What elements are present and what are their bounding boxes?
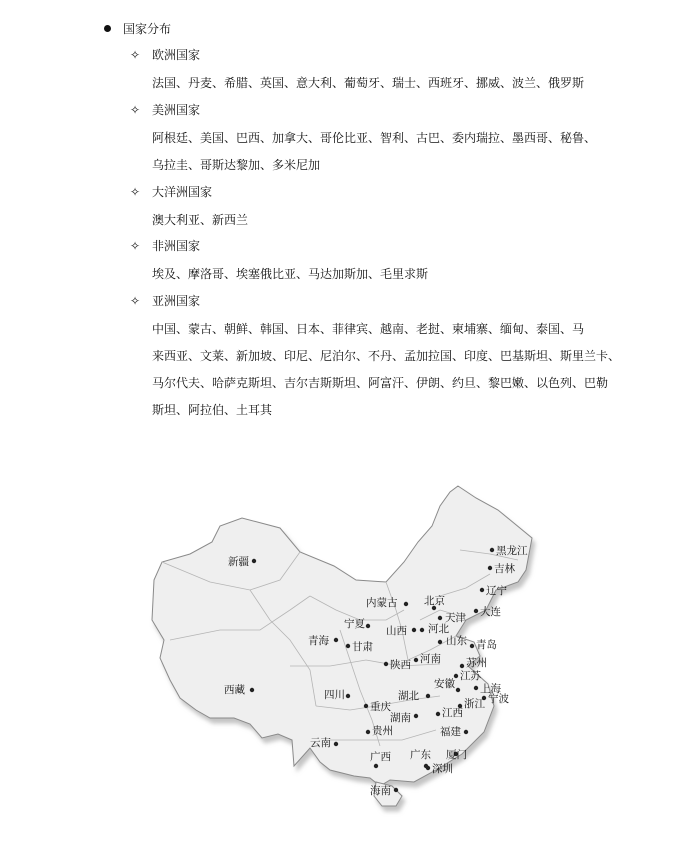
label-beijing: 北京 bbox=[424, 595, 445, 607]
label-shanghai: 上海 bbox=[480, 683, 501, 695]
label-neimenggu: 内蒙古 bbox=[366, 597, 398, 609]
label-hunan: 湖南 bbox=[390, 712, 411, 724]
diamond-bullet-icon: ✧ bbox=[129, 102, 141, 117]
section-line: 澳大利亚、新西兰 bbox=[152, 213, 249, 227]
heading-row bbox=[104, 20, 171, 37]
label-suzhou: 苏州 bbox=[466, 657, 487, 669]
diamond-bullet-icon: ✧ bbox=[129, 238, 141, 253]
label-liaoning: 辽宁 bbox=[486, 585, 507, 597]
section-line: 马尔代夫、哈萨克斯坦、吉尔吉斯斯坦、阿富汗、伊朗、约旦、黎巴嫩、以色列、巴勒 bbox=[152, 376, 609, 390]
section-europe bbox=[128, 46, 200, 63]
map-outline bbox=[152, 486, 532, 806]
label-ningxia: 宁夏 bbox=[344, 618, 365, 630]
label-sichuan: 四川 bbox=[324, 689, 345, 701]
heading: 国家分布 bbox=[123, 22, 172, 36]
label-jilin: 吉林 bbox=[494, 563, 515, 575]
section-line: 乌拉圭、哥斯达黎加、多米尼加 bbox=[152, 158, 321, 172]
label-qinghai: 青海 bbox=[308, 635, 329, 647]
label-ningbo: 宁波 bbox=[488, 693, 509, 705]
section-title: 大洋洲国家 bbox=[152, 185, 213, 199]
section-line: 来西亚、文莱、新加坡、印尼、尼泊尔、不丹、孟加拉国、印度、巴基斯坦、斯里兰卡、 bbox=[152, 349, 621, 363]
label-dalian: 大连 bbox=[480, 606, 501, 618]
section-title: 美洲国家 bbox=[152, 103, 201, 117]
label-heilongjiang: 黑龙江 bbox=[496, 545, 528, 557]
china-map bbox=[140, 470, 540, 820]
section-americas bbox=[128, 101, 200, 118]
label-fujian: 福建 bbox=[440, 726, 461, 738]
label-yunnan: 云南 bbox=[310, 737, 331, 749]
label-hubei: 湖北 bbox=[398, 690, 419, 702]
label-anhui: 安徽 bbox=[434, 678, 455, 690]
label-chongqing: 重庆 bbox=[370, 701, 391, 713]
section-line: 埃及、摩洛哥、埃塞俄比亚、马达加斯加、毛里求斯 bbox=[152, 267, 429, 281]
label-guangxi: 广西 bbox=[370, 751, 391, 763]
label-shenzhen: 深圳 bbox=[432, 763, 453, 775]
label-shaanxi: 陕西 bbox=[390, 659, 411, 671]
section-title: 欧洲国家 bbox=[152, 48, 201, 62]
section-line: 阿根廷、美国、巴西、加拿大、哥伦比亚、智利、古巴、委内瑞拉、墨西哥、秘鲁、 bbox=[152, 131, 597, 145]
label-xinjiang: 新疆 bbox=[228, 556, 249, 568]
label-guizhou: 贵州 bbox=[372, 725, 393, 737]
section-oceania bbox=[128, 183, 212, 200]
section-line: 中国、蒙古、朝鲜、韩国、日本、菲律宾、越南、老挝、柬埔寨、缅甸、泰国、马 bbox=[152, 322, 585, 336]
section-title: 亚洲国家 bbox=[152, 294, 201, 308]
label-guangdong: 广东 bbox=[410, 749, 431, 761]
diamond-bullet-icon: ✧ bbox=[129, 184, 141, 199]
label-tianjin: 天津 bbox=[445, 612, 466, 624]
section-asia bbox=[128, 292, 200, 309]
section-africa bbox=[128, 237, 200, 254]
label-zhejiang: 浙江 bbox=[464, 698, 485, 710]
label-hainan: 海南 bbox=[370, 785, 391, 797]
label-henan: 河南 bbox=[420, 653, 441, 665]
label-hebei: 河北 bbox=[428, 623, 449, 635]
bullet-dot-icon bbox=[104, 25, 111, 32]
section-title: 非洲国家 bbox=[152, 239, 201, 253]
label-qingdao: 青岛 bbox=[476, 639, 497, 651]
section-line: 斯坦、阿拉伯、土耳其 bbox=[152, 403, 273, 417]
label-shandong: 山东 bbox=[446, 635, 467, 647]
label-jiangxi: 江西 bbox=[442, 707, 463, 719]
section-line: 法国、丹麦、希腊、英国、意大利、葡萄牙、瑞士、西班牙、挪威、波兰、俄罗斯 bbox=[152, 76, 585, 90]
label-gansu: 甘肃 bbox=[352, 641, 373, 653]
label-shanxi: 山西 bbox=[386, 625, 407, 637]
diamond-bullet-icon: ✧ bbox=[129, 293, 141, 308]
label-xizang: 西藏 bbox=[224, 684, 245, 696]
label-xiamen: 厦门 bbox=[446, 749, 467, 761]
diamond-bullet-icon: ✧ bbox=[129, 47, 141, 62]
label-jiangsu: 江苏 bbox=[460, 670, 481, 682]
